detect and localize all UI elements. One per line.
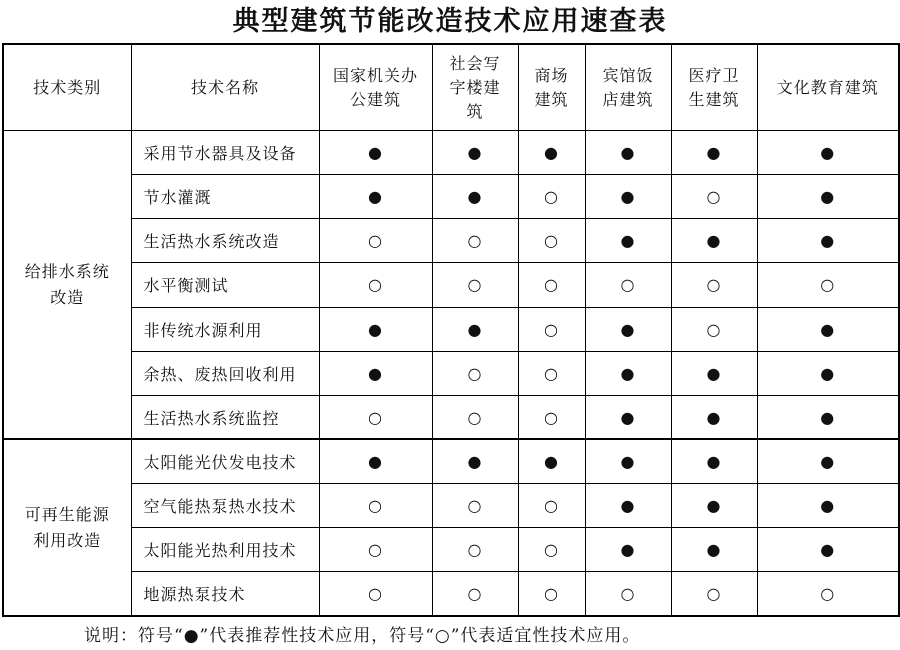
suitable-mark: ○ (671, 307, 757, 351)
recommended-mark: ● (757, 351, 899, 395)
recommended-mark: ● (757, 439, 899, 483)
suitable-mark: ○ (432, 351, 518, 395)
suitable-mark: ○ (757, 263, 899, 307)
suitable-mark: ○ (671, 175, 757, 219)
tech-name-cell: 非传统水源利用 (131, 307, 319, 351)
suitable-mark: ○ (518, 175, 585, 219)
recommended-mark: ● (585, 439, 671, 483)
suitable-mark: ○ (432, 263, 518, 307)
table-row (3, 351, 899, 395)
table-row (3, 528, 899, 572)
tech-name-cell: 水平衡测试 (131, 263, 319, 307)
header-building: 宾馆饭 店建筑 (585, 44, 671, 131)
recommended-mark: ● (585, 175, 671, 219)
recommended-mark: ● (432, 131, 518, 175)
table-row (3, 219, 899, 263)
table-row (3, 484, 899, 528)
recommended-mark: ● (757, 528, 899, 572)
recommended-mark: ● (757, 175, 899, 219)
suitable-mark: ○ (518, 484, 585, 528)
recommended-mark: ● (671, 131, 757, 175)
recommended-mark: ● (319, 439, 432, 483)
table-row (3, 263, 899, 307)
header-building: 社会写 字楼建 筑 (432, 44, 518, 131)
suitable-mark: ○ (518, 307, 585, 351)
table-row (3, 175, 899, 219)
category-cell: 可再生能源 利用改造 (3, 439, 131, 616)
header-category: 技术类别 (3, 44, 131, 131)
recommended-mark: ● (757, 219, 899, 263)
recommended-mark: ● (671, 439, 757, 483)
suitable-mark: ○ (518, 572, 585, 616)
recommended-mark: ● (757, 395, 899, 439)
tech-table (2, 43, 900, 617)
recommended-mark: ● (518, 131, 585, 175)
recommended-mark: ● (585, 307, 671, 351)
suitable-mark: ○ (319, 395, 432, 439)
recommended-mark: ● (432, 307, 518, 351)
suitable-mark: ○ (319, 572, 432, 616)
recommended-mark: ● (757, 307, 899, 351)
suitable-mark: ○ (432, 219, 518, 263)
table-body (3, 131, 899, 617)
recommended-mark: ● (757, 131, 899, 175)
suitable-mark: ○ (432, 572, 518, 616)
recommended-mark: ● (432, 175, 518, 219)
suitable-mark: ○ (319, 484, 432, 528)
suitable-mark: ○ (757, 572, 899, 616)
recommended-mark: ● (432, 439, 518, 483)
suitable-mark: ○ (585, 572, 671, 616)
table-row (3, 395, 899, 439)
recommended-mark: ● (585, 219, 671, 263)
table-row (3, 439, 899, 483)
tech-name-cell: 生活热水系统改造 (131, 219, 319, 263)
suitable-mark: ○ (518, 351, 585, 395)
suitable-mark: ○ (319, 219, 432, 263)
recommended-mark: ● (671, 219, 757, 263)
tech-name-cell: 太阳能光热利用技术 (131, 528, 319, 572)
suitable-mark: ○ (671, 572, 757, 616)
suitable-mark: ○ (432, 528, 518, 572)
recommended-mark: ● (585, 395, 671, 439)
suitable-mark: ○ (319, 263, 432, 307)
tech-name-cell: 采用节水器具及设备 (131, 131, 319, 175)
header-building: 文化教育建筑 (757, 44, 899, 131)
recommended-mark: ● (319, 131, 432, 175)
header-building: 医疗卫 生建筑 (671, 44, 757, 131)
recommended-mark: ● (518, 439, 585, 483)
suitable-mark: ○ (671, 263, 757, 307)
tech-name-cell: 地源热泵技术 (131, 572, 319, 616)
recommended-mark: ● (757, 484, 899, 528)
recommended-mark: ● (585, 131, 671, 175)
suitable-mark: ○ (585, 263, 671, 307)
suitable-mark: ○ (518, 219, 585, 263)
recommended-mark: ● (585, 351, 671, 395)
table-row (3, 572, 899, 616)
recommended-mark: ● (319, 351, 432, 395)
suitable-mark: ○ (319, 528, 432, 572)
header-tech-name: 技术名称 (131, 44, 319, 131)
recommended-mark: ● (671, 351, 757, 395)
tech-name-cell: 节水灌溉 (131, 175, 319, 219)
table-row (3, 131, 899, 175)
recommended-mark: ● (319, 175, 432, 219)
suitable-mark: ○ (518, 263, 585, 307)
suitable-mark: ○ (432, 484, 518, 528)
tech-name-cell: 余热、废热回收利用 (131, 351, 319, 395)
header-row (3, 44, 899, 131)
header-building: 国家机关办 公建筑 (319, 44, 432, 131)
tech-name-cell: 空气能热泵热水技术 (131, 484, 319, 528)
suitable-mark: ○ (518, 395, 585, 439)
recommended-mark: ● (671, 395, 757, 439)
tech-name-cell: 生活热水系统监控 (131, 395, 319, 439)
recommended-mark: ● (585, 528, 671, 572)
tech-name-cell: 太阳能光伏发电技术 (131, 439, 319, 483)
header-building: 商场 建筑 (518, 44, 585, 131)
table-row (3, 307, 899, 351)
recommended-mark: ● (319, 307, 432, 351)
legend-note: 说明：符号“●”代表推荐性技术应用，符号“○”代表适宜性技术应用。 (84, 626, 641, 646)
recommended-mark: ● (671, 528, 757, 572)
category-cell: 给排水系统 改造 (3, 131, 131, 440)
suitable-mark: ○ (518, 528, 585, 572)
recommended-mark: ● (585, 484, 671, 528)
suitable-mark: ○ (432, 395, 518, 439)
page-title: 典型建筑节能改造技术应用速查表 (232, 6, 668, 37)
recommended-mark: ● (671, 484, 757, 528)
